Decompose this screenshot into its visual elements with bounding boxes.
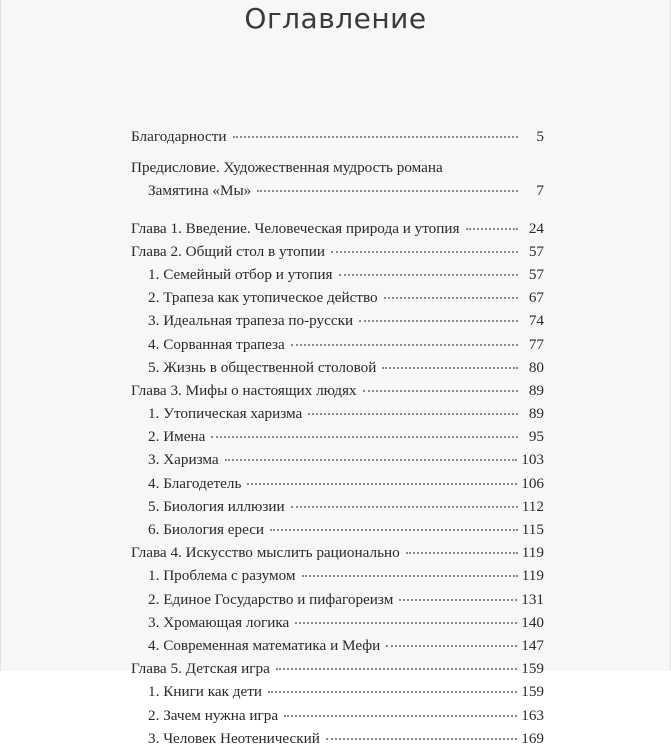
toc-entry-label: 1. Проблема с разумом [148,567,296,585]
toc-entry-label: 1. Утопическая харизма [148,405,303,423]
toc-entry [131,379,544,402]
toc-entry [131,156,544,179]
dot-leader [295,621,517,624]
toc-entry-label: Благодарности [131,128,227,145]
toc-entry-page: 112 [521,497,544,515]
toc-entry-page: 67 [528,289,544,307]
toc-entry-page: 159 [521,660,544,678]
toc-entry-label: 6. Биология ереси [148,521,265,538]
toc-entry [131,179,544,202]
dot-leader [302,574,518,577]
toc-entry-page: 119 [521,567,544,585]
toc-entry-page: 24 [528,219,544,237]
toc-entry-label: Глава 5. Детская игра [131,660,270,678]
dot-leader [382,366,518,369]
toc-entry [131,634,544,657]
toc-entry [131,309,544,332]
toc-entry [131,704,544,727]
toc-entry-label: 2. Единое Государство и пифагореизм [148,590,394,608]
toc-entry-label: 3. Харизма [148,451,219,469]
toc-entry-page: 103 [521,451,544,469]
toc-entry [131,425,544,448]
toc-entry [131,448,544,471]
toc-entry [131,611,544,634]
toc-entry-page: 131 [521,590,544,608]
toc-entry-label: 3. Хромающая логика [148,613,290,631]
toc-entry-page: 77 [528,335,544,353]
toc-entry-page: 106 [521,474,544,492]
toc-entry-page: 119 [521,544,544,562]
dot-leader [291,343,518,346]
dot-leader [276,667,517,670]
dot-leader [225,458,518,461]
toc-entry-label: 1. Семейный отбор и утопия [148,265,333,283]
toc-entry [131,125,544,148]
toc-entry-label: 2. Зачем нужна игра [148,706,279,724]
toc-entry-label: 4. Благодетель [148,474,242,492]
toc-entry [131,564,544,587]
toc-entry-page: 163 [521,706,544,724]
dot-leader [466,227,518,230]
toc-entry [131,495,544,518]
toc-entry [131,402,544,425]
toc-entry-page: 74 [528,312,544,330]
dot-leader [359,319,518,322]
toc-entry-label: 3. Идеальная трапеза по-русски [148,312,354,330]
toc-entry-label: Глава 2. Общий стол в утопии [131,242,326,260]
toc-entry-page: 95 [528,428,544,446]
toc-entry-page: 80 [528,358,544,376]
dot-leader [406,551,518,554]
toc-entry-label: Глава 1. Введение. Человеческая природа и утопия [131,219,460,237]
toc-entry-page: 140 [521,613,544,631]
toc-entry [131,657,544,680]
dot-leader [331,250,518,253]
toc-entry-label: 4. Современная математика и Мефи [148,636,381,654]
toc-entry [131,263,544,286]
dot-leader [233,135,518,138]
toc-entry-page: 169 [521,729,544,747]
toc-entry-page: 159 [521,683,544,701]
dot-leader [270,528,518,531]
dot-leader [268,690,517,693]
toc-entry [131,541,544,564]
dot-leader [363,389,518,392]
toc-entry [131,518,544,541]
toc-entry [131,727,544,750]
toc-entry-label: 5. Биология иллюзии [148,497,285,515]
dot-leader [399,598,517,601]
toc-entry-label: Замятина «Мы» [148,182,252,200]
toc-entry-label: 3. Человек Неотенический [148,729,320,747]
toc-entry-label: 5. Жизнь в общественной столовой [148,358,377,376]
toc-entry-label: Глава 3. Мифы о настоящих людях [131,381,357,399]
dot-leader [211,435,518,438]
toc-entry-page: 57 [528,265,544,283]
toc-entry-label: 1. Книги как дети [148,683,263,701]
toc-entry-page: 147 [521,636,544,654]
dot-leader [291,505,518,508]
dot-leader [308,412,518,415]
toc-entry-page: 57 [528,242,544,260]
toc-entry [131,680,544,703]
dot-leader [247,482,517,485]
toc-entry-page: 89 [528,405,544,423]
toc-entry-label: 2. Имена [148,428,206,446]
toc-entry [131,588,544,611]
toc-entry [131,286,544,309]
dot-leader [339,273,518,276]
toc-entry-label: Предисловие. Художественная мудрость романа [131,159,443,177]
toc-entry-page: 5 [536,128,544,145]
toc-entry [131,333,544,356]
toc-entry-label: 4. Сорванная трапеза [148,335,285,353]
toc-entry [131,356,544,379]
dot-leader [257,189,518,192]
dot-leader [284,714,517,717]
toc-entry-page: 7 [536,182,544,200]
dot-leader [386,644,517,647]
toc-entry-page: 115 [521,521,544,538]
dot-leader [384,296,518,299]
toc-entry [131,217,544,240]
dot-leader [326,737,517,740]
table-of-contents [131,125,544,750]
page-title: Оглавление [244,2,427,35]
toc-entry-page: 89 [528,381,544,399]
toc-entry-label: 2. Трапеза как утопическое действо [148,289,378,307]
toc-entry [131,472,544,495]
toc-entry [131,240,544,263]
toc-entry-label: Глава 4. Искусство мыслить рационально [131,544,400,562]
